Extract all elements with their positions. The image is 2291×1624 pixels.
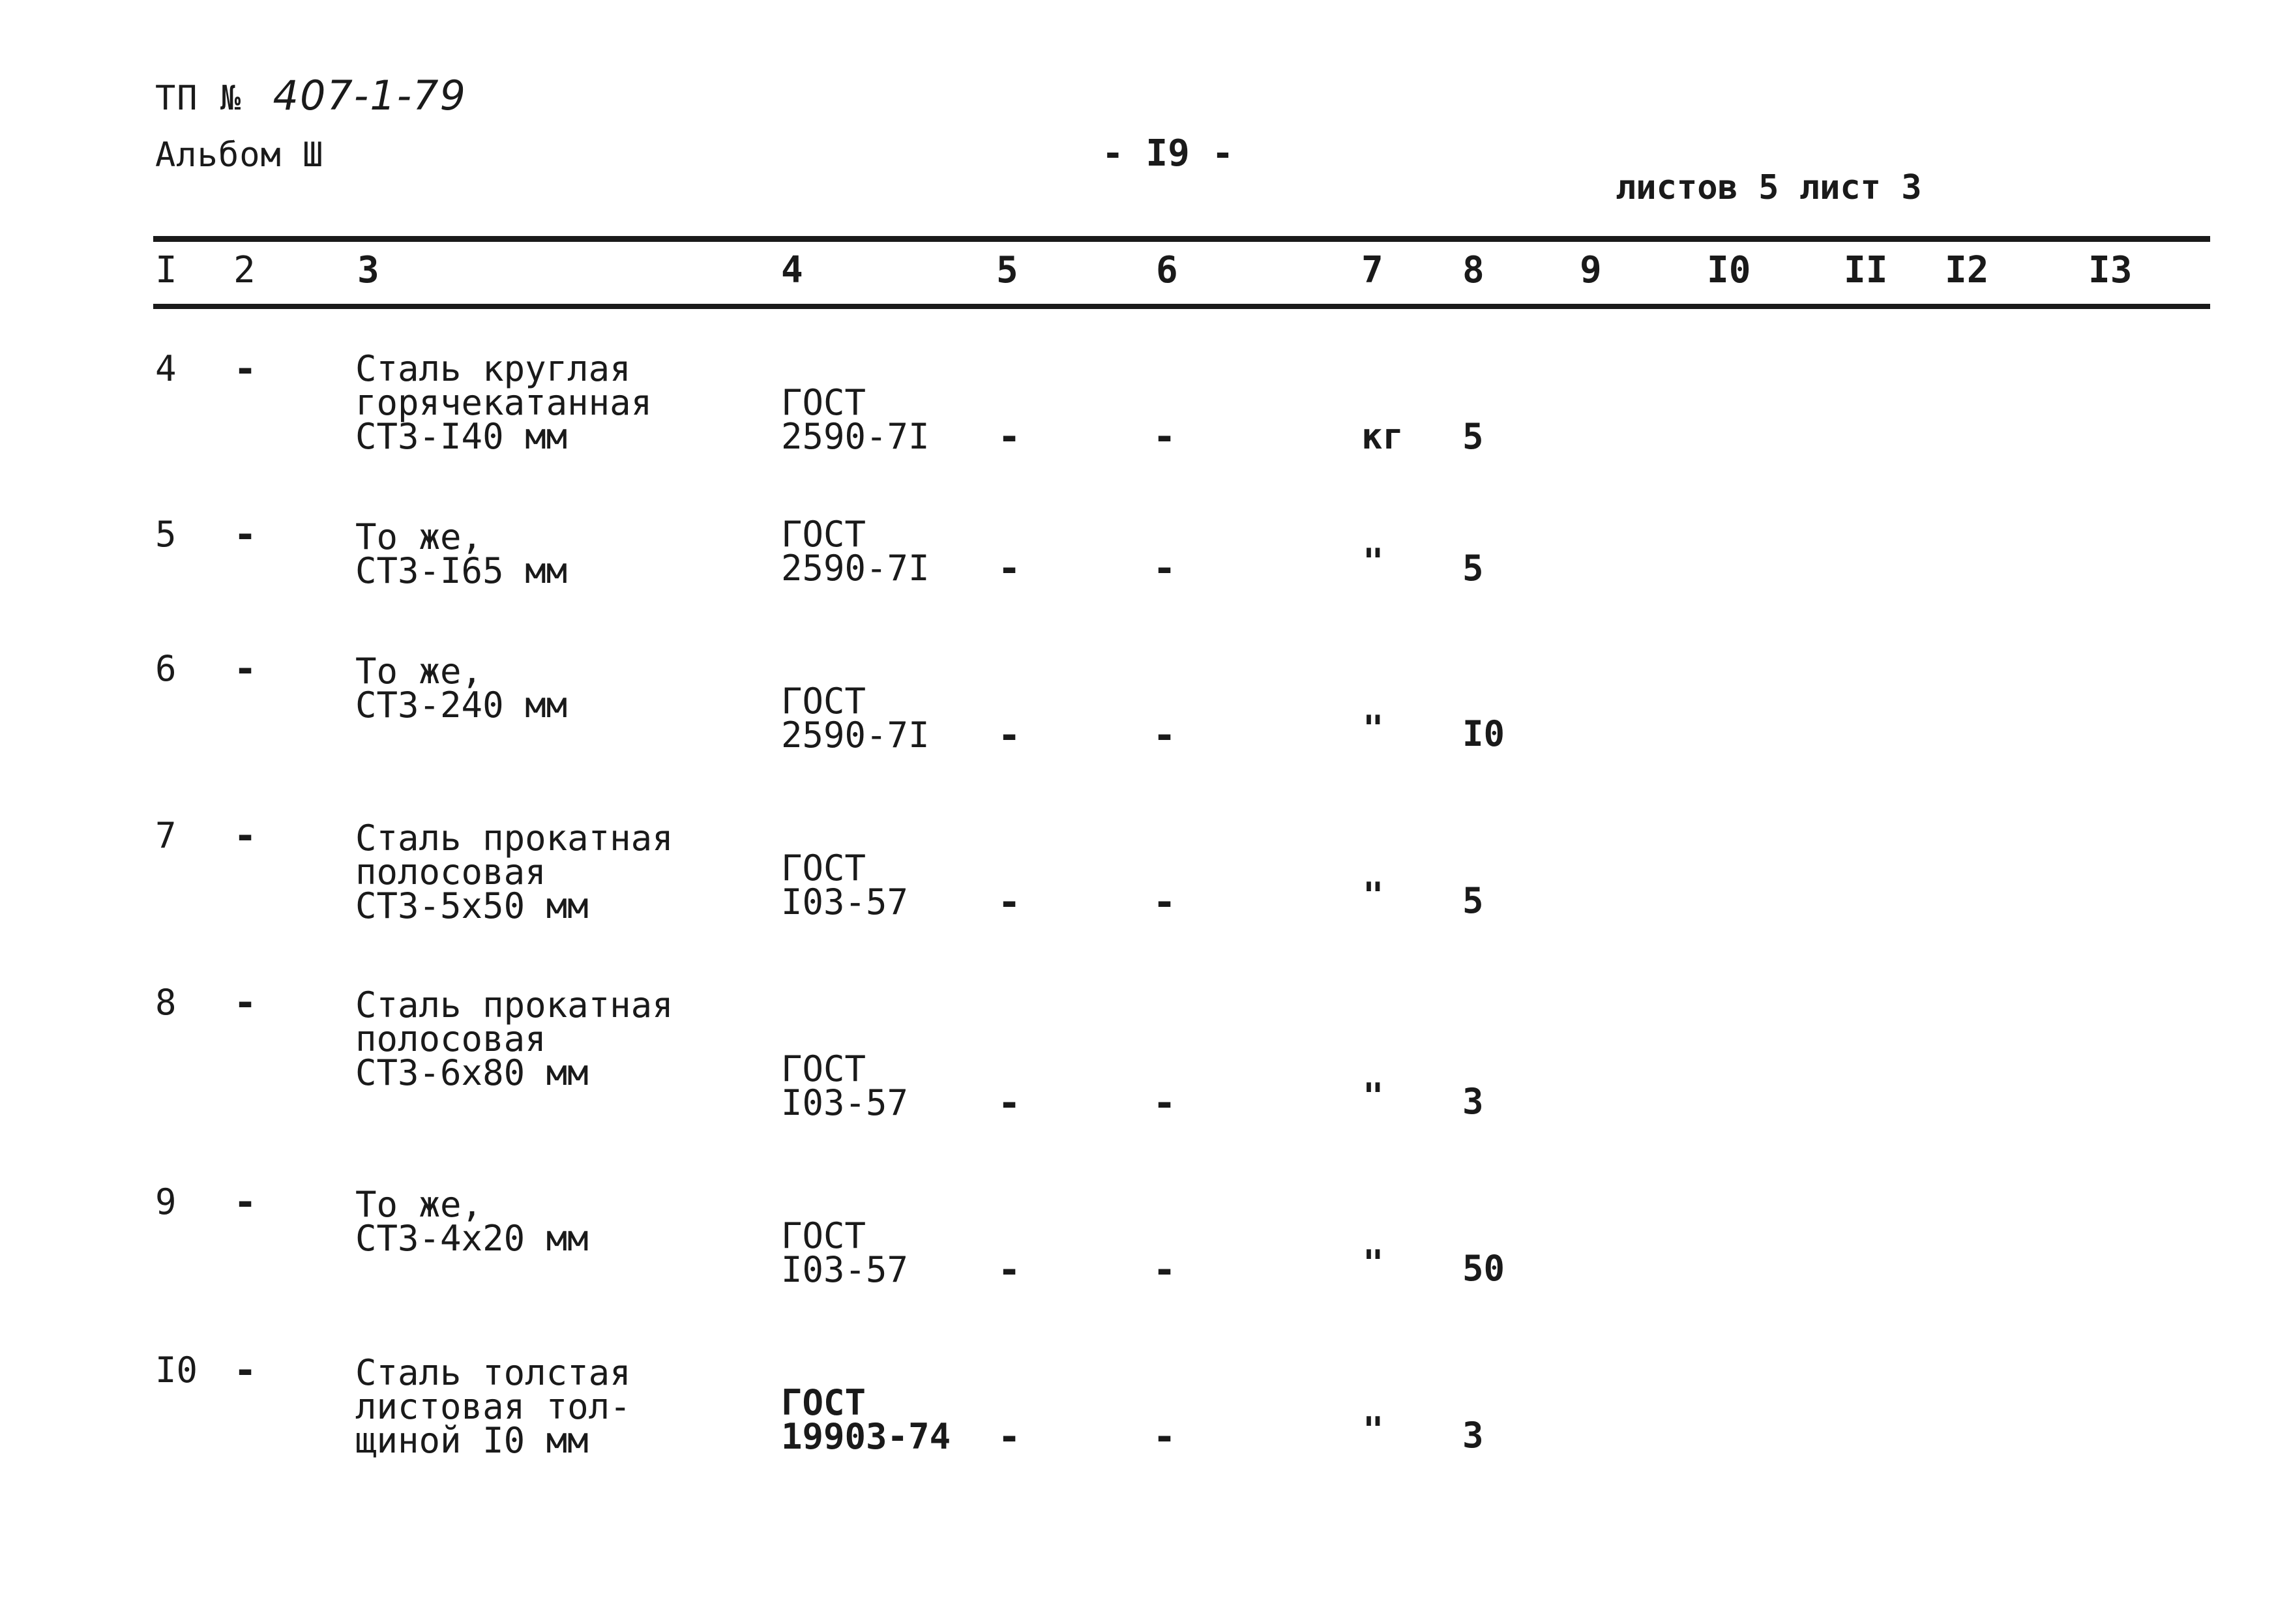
row-col6: - — [1153, 414, 1177, 460]
row-name: Сталь толстая листовая тол- щиной I0 мм — [355, 1352, 631, 1461]
row-qty: I0 — [1462, 713, 1505, 754]
row-col6: - — [1153, 546, 1177, 591]
row-col5: - — [998, 1080, 1022, 1126]
document-code — [155, 72, 467, 119]
column-header: 9 — [1580, 249, 1602, 291]
row-col6: - — [1153, 713, 1177, 758]
page-number: - I9 - — [1102, 132, 1234, 175]
column-header: 5 — [996, 249, 1018, 291]
document-number: 407-1-79 — [273, 72, 467, 119]
row-number: 9 — [155, 1181, 177, 1222]
row-number: 8 — [155, 982, 177, 1023]
row-col5: - — [998, 1414, 1022, 1460]
row-standard: ГОСТ 2590-7I — [781, 382, 930, 457]
row-qty: 5 — [1462, 548, 1484, 589]
row-col5: - — [998, 713, 1022, 758]
row-col6: - — [1153, 879, 1177, 925]
row-name: Сталь круглая горячекатанная СТ3-I40 мм — [355, 348, 653, 457]
album-label: Альбом Ш — [155, 136, 324, 175]
row-col5: - — [998, 1247, 1022, 1293]
row-unit: " — [1363, 708, 1384, 749]
row-unit: " — [1363, 1410, 1384, 1451]
row-standard: ГОСТ I03-57 — [781, 1048, 909, 1123]
row-unit: " — [1363, 541, 1384, 582]
row-col2: - — [233, 1348, 258, 1393]
row-col5: - — [998, 879, 1022, 925]
row-standard: ГОСТ 19903-74 — [781, 1382, 951, 1457]
row-qty: 3 — [1462, 1415, 1484, 1456]
row-standard: ГОСТ 2590-7I — [781, 514, 930, 589]
row-name: То же, СТ3-I65 мм — [355, 516, 568, 591]
row-col2: - — [233, 813, 258, 859]
column-header: 4 — [781, 249, 803, 291]
row-col2: - — [233, 346, 258, 392]
row-unit: кг — [1361, 416, 1404, 457]
row-col2: - — [233, 1179, 258, 1225]
column-header: 8 — [1462, 249, 1485, 291]
column-header: II — [1844, 249, 1888, 291]
column-header: I3 — [2088, 249, 2133, 291]
column-header: 6 — [1156, 249, 1178, 291]
row-unit: " — [1363, 875, 1384, 916]
table-header-rule — [153, 304, 2210, 309]
row-number: 7 — [155, 815, 177, 856]
row-standard: ГОСТ 2590-7I — [781, 681, 930, 756]
row-qty: 5 — [1462, 416, 1484, 457]
row-number: I0 — [155, 1350, 198, 1391]
row-name: То же, СТ3-240 мм — [355, 651, 568, 726]
row-col5: - — [998, 414, 1022, 460]
row-name: Сталь прокатная полосовая СТ3-5х50 мм — [355, 818, 673, 926]
row-unit: " — [1363, 1243, 1384, 1284]
column-header: I2 — [1945, 249, 1989, 291]
row-col6: - — [1153, 1414, 1177, 1460]
sheet-count: листов 5 лист 3 — [1616, 168, 1922, 207]
row-number: 5 — [155, 514, 177, 555]
row-qty: 50 — [1462, 1248, 1505, 1289]
row-col2: - — [233, 980, 258, 1026]
table-top-rule — [153, 236, 2210, 242]
row-qty: 3 — [1462, 1081, 1484, 1122]
row-col5: - — [998, 546, 1022, 591]
column-header: I0 — [1707, 249, 1751, 291]
row-col2: - — [233, 646, 258, 692]
column-header: 7 — [1361, 249, 1383, 291]
row-qty: 5 — [1462, 880, 1484, 921]
document-code-prefix: ТП № — [155, 79, 264, 118]
row-col6: - — [1153, 1080, 1177, 1126]
row-standard: ГОСТ I03-57 — [781, 1215, 909, 1290]
row-name: Сталь прокатная полосовая СТ3-6х80 мм — [355, 984, 673, 1093]
row-name: То же, СТ3-4х20 мм — [355, 1184, 589, 1259]
row-standard: ГОСТ I03-57 — [781, 848, 909, 923]
column-header: 3 — [357, 249, 379, 291]
row-number: 6 — [155, 648, 177, 689]
column-header: I — [155, 249, 177, 291]
row-number: 4 — [155, 348, 177, 389]
column-header: 2 — [233, 249, 256, 291]
row-col2: - — [233, 512, 258, 557]
row-col6: - — [1153, 1247, 1177, 1293]
row-unit: " — [1363, 1076, 1384, 1117]
